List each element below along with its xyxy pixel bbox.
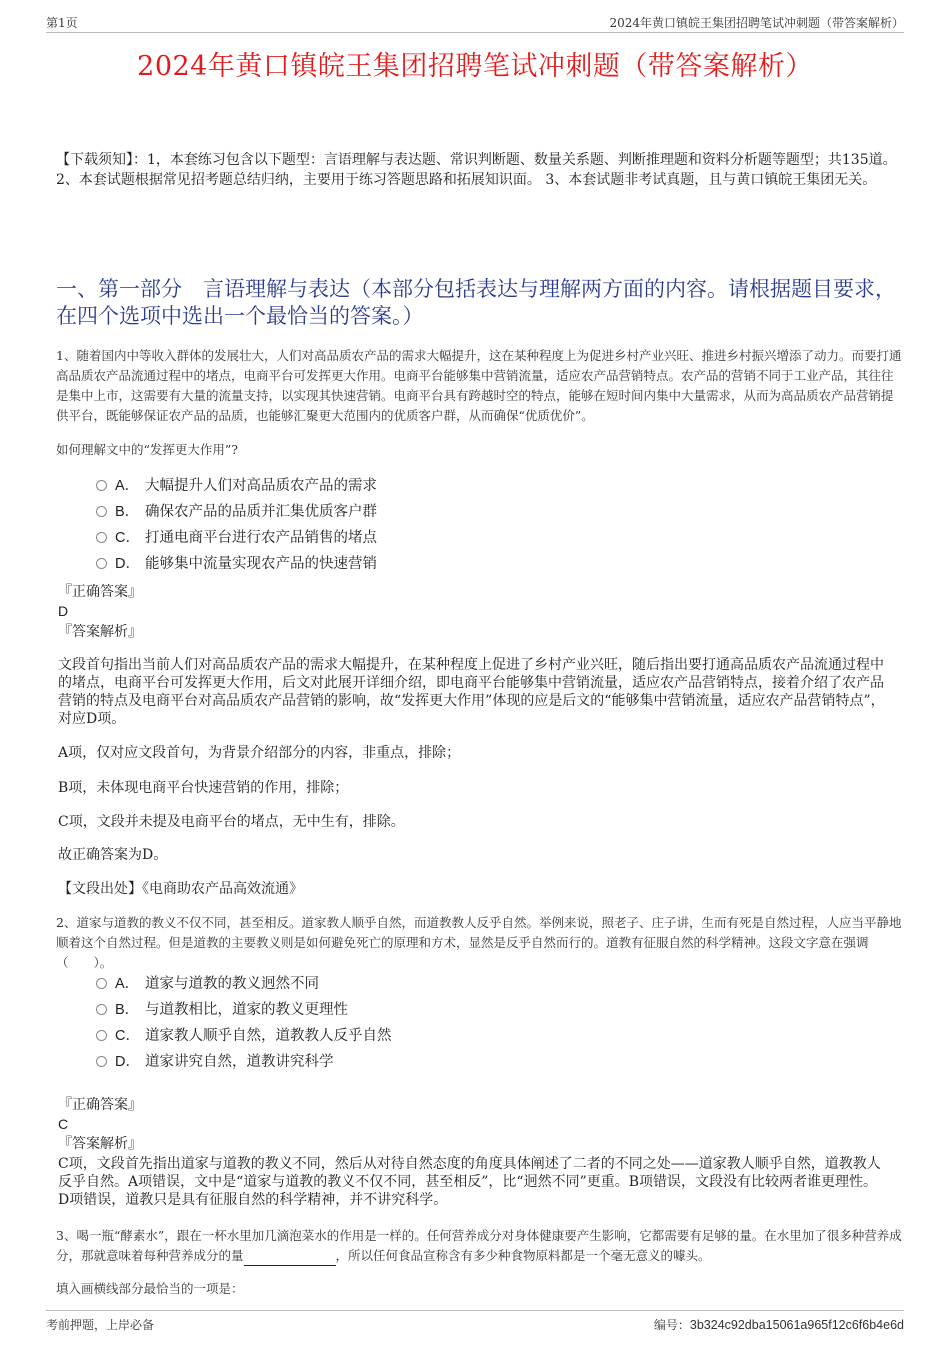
fill-blank — [244, 1252, 336, 1266]
q2-option-d[interactable]: D． 道家讲究自然，道教讲究科学 — [96, 1049, 696, 1075]
radio-icon[interactable] — [96, 480, 107, 491]
q1-conclusion: 故正确答案为D。 — [58, 847, 168, 863]
q2-answer-label: 『正确答案』 — [58, 1097, 142, 1113]
radio-icon[interactable] — [96, 532, 107, 543]
radio-icon[interactable] — [96, 1004, 107, 1015]
q1-note-a: A项，仅对应文段首句，为背景介绍部分的内容，非重点，排除； — [58, 745, 461, 761]
footer-slogan: 考前押题，上岸必备 — [46, 1318, 155, 1332]
page-number: 第1页 — [46, 16, 78, 30]
q1-answer-label: 『正确答案』 — [58, 584, 142, 600]
q3-stem: 3、喝一瓶“酵素水”，跟在一杯水里加几滴泡菜水的作用是一样的。任何营养成分对身体健康要产生影响，它都需要有足够的量。在水里加了很多种营养成分，那就意味着每种营养成分的量 ，所以任何食品宣称含有多少种食物原料都是一个毫无意义的噱头。 — [56, 1226, 902, 1266]
footer-code: 编号：3b324c92dba15061a965f12c6f6b4e6d — [653, 1318, 904, 1332]
q1-source: 【文段出处】《电商助农产品高效流通》 — [58, 881, 303, 897]
q1-option-b[interactable]: B． 确保农产品的品质并汇集优质客户群 — [96, 499, 696, 525]
header-doc-title: 2024年黄口镇皖王集团招聘笔试冲刺题（带答案解析） — [609, 16, 904, 30]
q1-option-c[interactable]: C． 打通电商平台进行农产品销售的堵点 — [96, 525, 696, 551]
radio-icon[interactable] — [96, 1056, 107, 1067]
q2-option-b[interactable]: B． 与道教相比，道家的教义更理性 — [96, 997, 696, 1023]
download-notice: 【下载须知】：1，本套练习包含以下题型：言语理解与表达题、常识判断题、数量关系题、判断推理题和资料分析题等题型；共135道。 2、本套试题根据常见招考题总结归纳，主要用于练习答题思路和拓展知识面。 3、本套试题非考试真题，且与黄口镇皖王集团无关。 — [56, 152, 897, 188]
q2-analysis-label: 『答案解析』 — [58, 1136, 142, 1152]
document-title: 2024年黄口镇皖王集团招聘笔试冲刺题（带答案解析） — [137, 51, 813, 82]
q1-analysis-label: 『答案解析』 — [58, 624, 142, 640]
radio-icon[interactable] — [96, 506, 107, 517]
q1-answer: D — [58, 603, 69, 619]
q1-note-c: C项，文段并未提及电商平台的堵点，无中生有，排除。 — [58, 814, 405, 830]
q1-question: 如何理解文中的“发挥更大作用”? — [56, 442, 238, 457]
q3-question: 填入画横线部分最恰当的一项是： — [56, 1281, 244, 1296]
q2-options — [96, 971, 696, 1075]
q1-option-a[interactable]: A． 大幅提升人们对高品质农产品的需求 — [96, 473, 696, 499]
q1-analysis: 文段首句指出当前人们对高品质农产品的需求大幅提升，在某种程度上促进了乡村产业兴旺，随后指出要打通高品质农产品流通过程中的堵点，电商平台可发挥更大作用，后文对此展开详细介绍，即电商平台能够集中营销流量，适应农产品营销特点，接着介绍了农产品营销的特点及电商平台对高品质农产品营销的影响，故“发挥更大作用”体现的应是后文的“能够集中营销流量，适应农产品营销特点”，对应D项。 — [58, 657, 885, 727]
radio-icon[interactable] — [96, 978, 107, 989]
section-heading: 一、第一部分 言语理解与表达（本部分包括表达与理解两方面的内容。请根据题目要求，在四个选项中选出一个最恰当的答案。） — [56, 277, 896, 328]
page-header — [46, 10, 904, 33]
q1-option-d[interactable]: D． 能够集中流量实现农产品的快速营销 — [96, 551, 696, 577]
q2-option-c[interactable]: C． 道家教人顺乎自然，道教教人反乎自然 — [96, 1023, 696, 1049]
q1-note-b: B项，未体现电商平台快速营销的作用，排除； — [58, 780, 349, 796]
radio-icon[interactable] — [96, 1030, 107, 1041]
q1-stem: 1、随着国内中等收入群体的发展壮大，人们对高品质农产品的需求大幅提升，这在某种程度上为促进乡村产业兴旺、推进乡村振兴增添了动力。而要打通高品质农产品流通过程中的堵点，电商平台可发挥更大作用。电商平台能够集中营销流量，适应农产品营销特点。农产品的营销不同于工业产品，其往往是集中上市，这需要有大量的流量支持，以实现其快速营销。电商平台具有跨越时空的特点，能够在短时间内集中大量需求，从而为高品质农产品营销提供平台，既能够保证农产品的品质，也能够汇聚更大范围内的优质客户群，从而确保“优质优价”。 — [56, 348, 902, 423]
q1-options — [96, 473, 696, 577]
q2-analysis: C项，文段首先指出道家与道教的教义不同，然后从对待自然态度的角度具体阐述了二者的不同之处——道家教人顺乎自然，道教教人反乎自然。A项错误，文中是“道家与道教的教义不仅不同，甚至相反”，比“迥然不同”更重。B项错误，文段没有比较两者谁更理性。D项错误，道教只是具有征服自然的科学精神，并不讲究科学。 — [58, 1156, 881, 1208]
q2-option-a[interactable]: A． 道家与道教的教义迥然不同 — [96, 971, 696, 997]
q2-answer: C — [58, 1116, 69, 1132]
q2-stem: 2、道家与道教的教义不仅不同，甚至相反。道家教人顺乎自然，而道教教人反乎自然。举例来说，照老子、庄子讲，生而有死是自然过程，人应当平静地顺着这个自然过程。但是道教的主要教义则是如何避免死亡的原理和方术，显然是反乎自然而行的。道教有征服自然的科学精神。这段文字意在强调（ ）。 — [56, 915, 902, 970]
radio-icon[interactable] — [96, 558, 107, 569]
page-footer — [46, 1310, 904, 1331]
